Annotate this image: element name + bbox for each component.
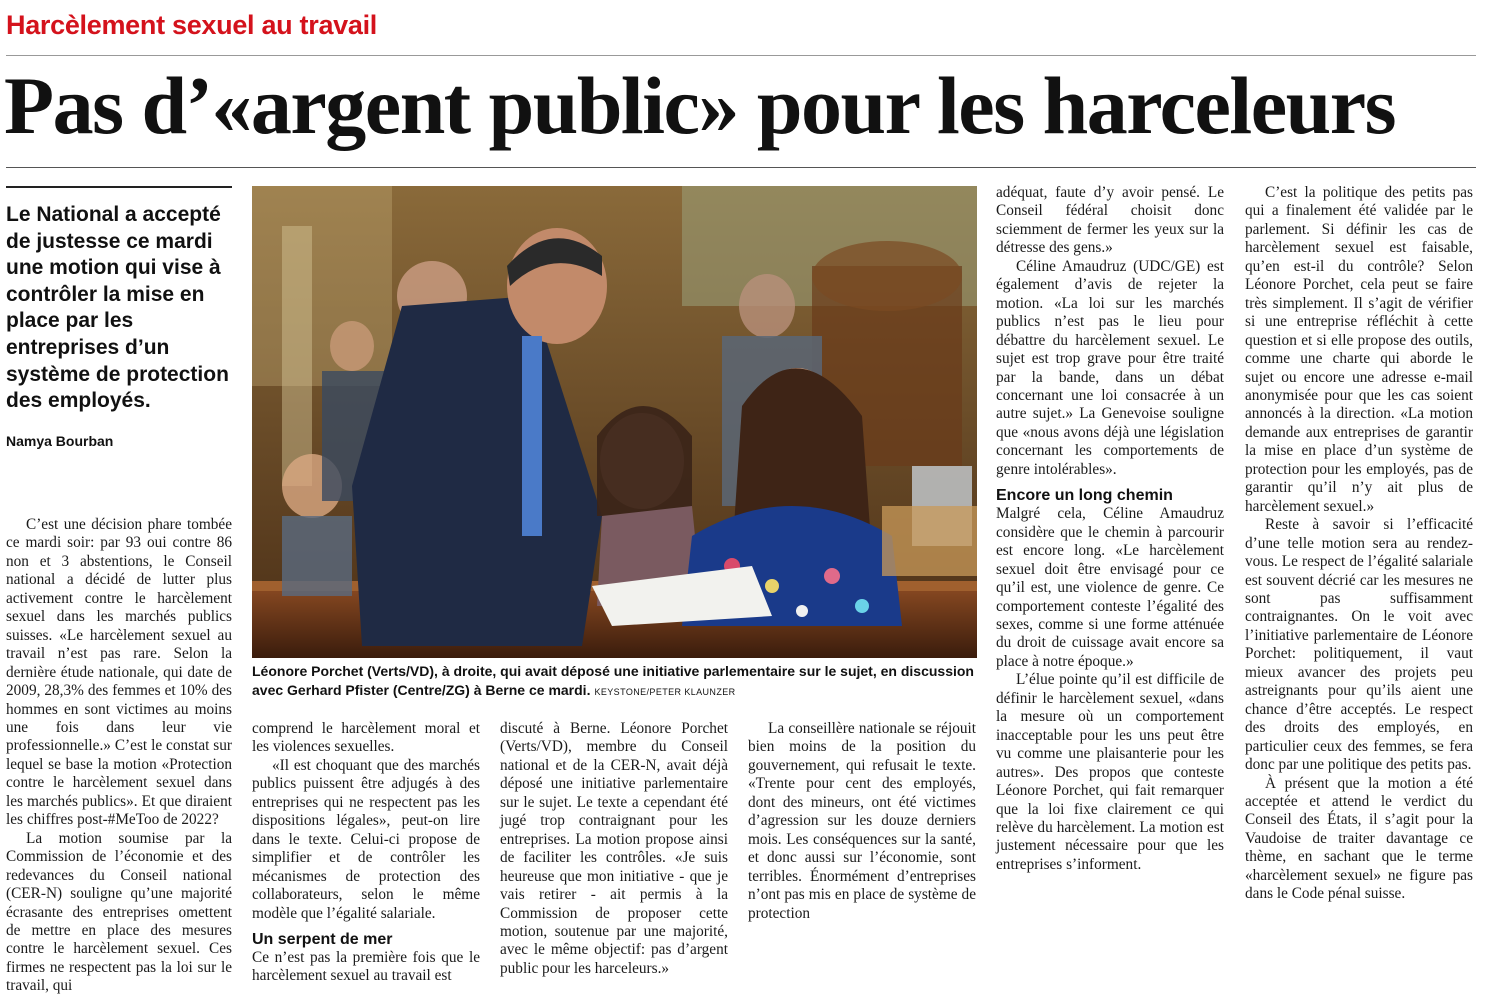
lead-column [6, 186, 232, 449]
text-column-2 [252, 720, 480, 986]
paragraph: À présent que la motion a été acceptée et attend le verdict du Conseil des États, il s’agit pour la Vaudoise de traiter davantage ce thème, en sachant que le terme «harcèlement sexuel» ne figure pas dans le Code pénal suisse. [1245, 774, 1473, 903]
subheading: Encore un long chemin [996, 487, 1173, 505]
text-column-5 [996, 184, 1224, 874]
text-column-4 [748, 720, 976, 923]
parliament-photo-illustration [252, 186, 977, 658]
paragraph: adéquat, faute d’y avoir pensé. Le Conseil fédéral choisit donc sciemment de fermer les yeux sur la détresse des gens.» [996, 184, 1224, 257]
paragraph: Reste à savoir si l’efficacité d’une telle motion sera au rendez-vous. Le respect de l’égalité salariale est souvent décrié car les mesures ne sont pas suffisamment contraignantes. On le voit avec l’initiative parlementaire de Léonore Porchet: politiquement, il vaut mieux avancer des projets peu astreignants pour qu’ils aient une chance d’être acceptés. Le respect des droits des employés, en particulier ceux des femmes, se fera donc par une politique des petits pas. [1245, 516, 1473, 774]
article-headline: Pas d’«argent public» pour les harceleurs [4, 60, 1395, 151]
photo-caption [252, 662, 982, 702]
paragraph: Malgré cela, Céline Amaudruz considère que le chemin à parcourir est encore long. «Le harcèlement sexuel doit être envisagé pour ce qu’il est, une violence de genre. Ce comportement conteste l’égalité des sexes, comme si une forme atténuée du droit de cuissage avait encore sa place à notre époque.» [996, 505, 1224, 670]
kicker-divider [6, 55, 1476, 56]
photo-credit: KEYSTONE/PETER KLAUNZER [594, 687, 736, 697]
paragraph: C’est la politique des petits pas qui a finalement été validée par le parlement. Si définir les cas de harcèlement sexuel est faisable, qu’en est-il du contrôle? Selon Léonore Porchet, cela peut se faire très simplement. Il s’agit de vérifier si une entreprise réfléchit à cette question et si elle propose des outils, comme une charte qui aborde le sujet ou encore une adresse e-mail anonymisée pour que les cas soient annoncés à la direction. «La motion demande aux entreprises de garantir la mise en place d’un système de protection pour les employés, pas de garantir qu’il n’y ait plus de harcèlement sexuel.» [1245, 184, 1473, 515]
article-photo [252, 186, 977, 658]
paragraph: La motion soumise par la Commission de l’économie et des redevances du Conseil national (CER-N) souligne qu’une majorité écrasante des entreprises omettent de mettre en place des mesures contre le harcèlement sexuel. Ces firmes ne respectent pas la loi sur le travail, qui [6, 829, 232, 995]
paragraph: L’élue pointe qu’il est difficile de définir le harcèlement sexuel, «dans la mesure où un comportement inacceptable pour les uns peut être vu comme une plaisanterie pour les autres». Des propos que conteste Léonore Porchet, qui fait remarquer que la loi fixe clairement ce qui relève du harcèlement. La motion est justement nécessaire pour que les entreprises s’informent. [996, 671, 1224, 873]
text-column-1 [6, 516, 232, 996]
paragraph: discuté à Berne. Léonore Porchet (Verts/VD), membre du Conseil national et de la CER-N, avait déjà déposé une initiative parlementaire sur le sujet. Le texte a cependant été jugé trop contraignant pour les entreprises. La motion propose ainsi de faciliter les contrôles. «Je suis heureuse que mon initiative - que je vais retirer - ait permis à la Commission de proposer cette motion, soutenue par une majorité, avec le même objectif: pas d’argent public pour les harceleurs.» [500, 720, 728, 977]
caption-text: Léonore Porchet (Verts/VD), à droite, qui avait déposé une initiative parlementaire sur le sujet, en discussion avec Gerhard Pfister (Centre/ZG) à Berne ce mardi. [252, 663, 974, 698]
paragraph: C’est une décision phare tombée ce mardi soir: par 93 oui contre 86 non et 3 abstentions, le Conseil national a décidé de lutter plus activement contre le harcèlement sexuel dans les marchés publics suisses. «Le harcèlement sexuel au travail n’est pas rare. Selon la dernière étude nationale, qui date de 2009, 28,3% des femmes et 10% des hommes en sont victimes au moins une fois dans leur vie professionnelle.» C’est le constat sur lequel se base la motion «Protection contre le harcèlement sexuel dans les marchés publics». Et que diraient les chiffres post-#MeToo de 2022? [6, 516, 232, 829]
article-lead: Le National a accepté de justesse ce mardi une motion qui vise à contrôler la mise en place par les entreprises d’un système de protection des employés. [6, 203, 229, 413]
section-kicker: Harcèlement sexuel au travail [6, 10, 378, 40]
paragraph: Céline Amaudruz (UDC/GE) est également d’avis de rejeter la motion. «La loi sur les marchés publics n’est pas le lieu pour débattre du harcèlement sexuel. Le sujet est trop grave pour être traité par la bande, dans un débat concernant une loi consacrée à un autre sujet.» La Genevoise souligne que «nous avons déjà une législation concernant les comportements de genre intolérables». [996, 257, 1224, 478]
author-byline: Namya Bourban [6, 432, 114, 449]
paragraph: La conseillère nationale se réjouit bien moins de la position du gouvernement, qui refusait le texte. «Trente pour cent des employés, dont des mineurs, ont été victimes d’agression sur les douze derniers mois. Les conséquences sur la santé, et donc aussi sur l’économie, sont terribles. Énormément d’entreprises n’ont pas mis en place de système de protection [748, 720, 976, 922]
paragraph: comprend le harcèlement moral et les violences sexuelles. [252, 720, 480, 756]
paragraph: «Il est choquant que des marchés publics puissent être adjugés à des entreprises qui ne respectent pas les dispositions légales», peut-on lire dans le texte. Celui-ci propose de simplifier et de contrôler les mécanismes de protection des collaborateurs, selon le même modèle que l’égalité salariale. [252, 756, 480, 922]
text-column-3 [500, 720, 728, 978]
headline-divider [6, 167, 1476, 168]
paragraph: Ce n’est pas la première fois que le harcèlement sexuel au travail est [252, 948, 480, 985]
text-column-6 [1245, 184, 1473, 904]
subheading: Un serpent de mer [252, 930, 393, 948]
lead-divider [6, 186, 232, 188]
